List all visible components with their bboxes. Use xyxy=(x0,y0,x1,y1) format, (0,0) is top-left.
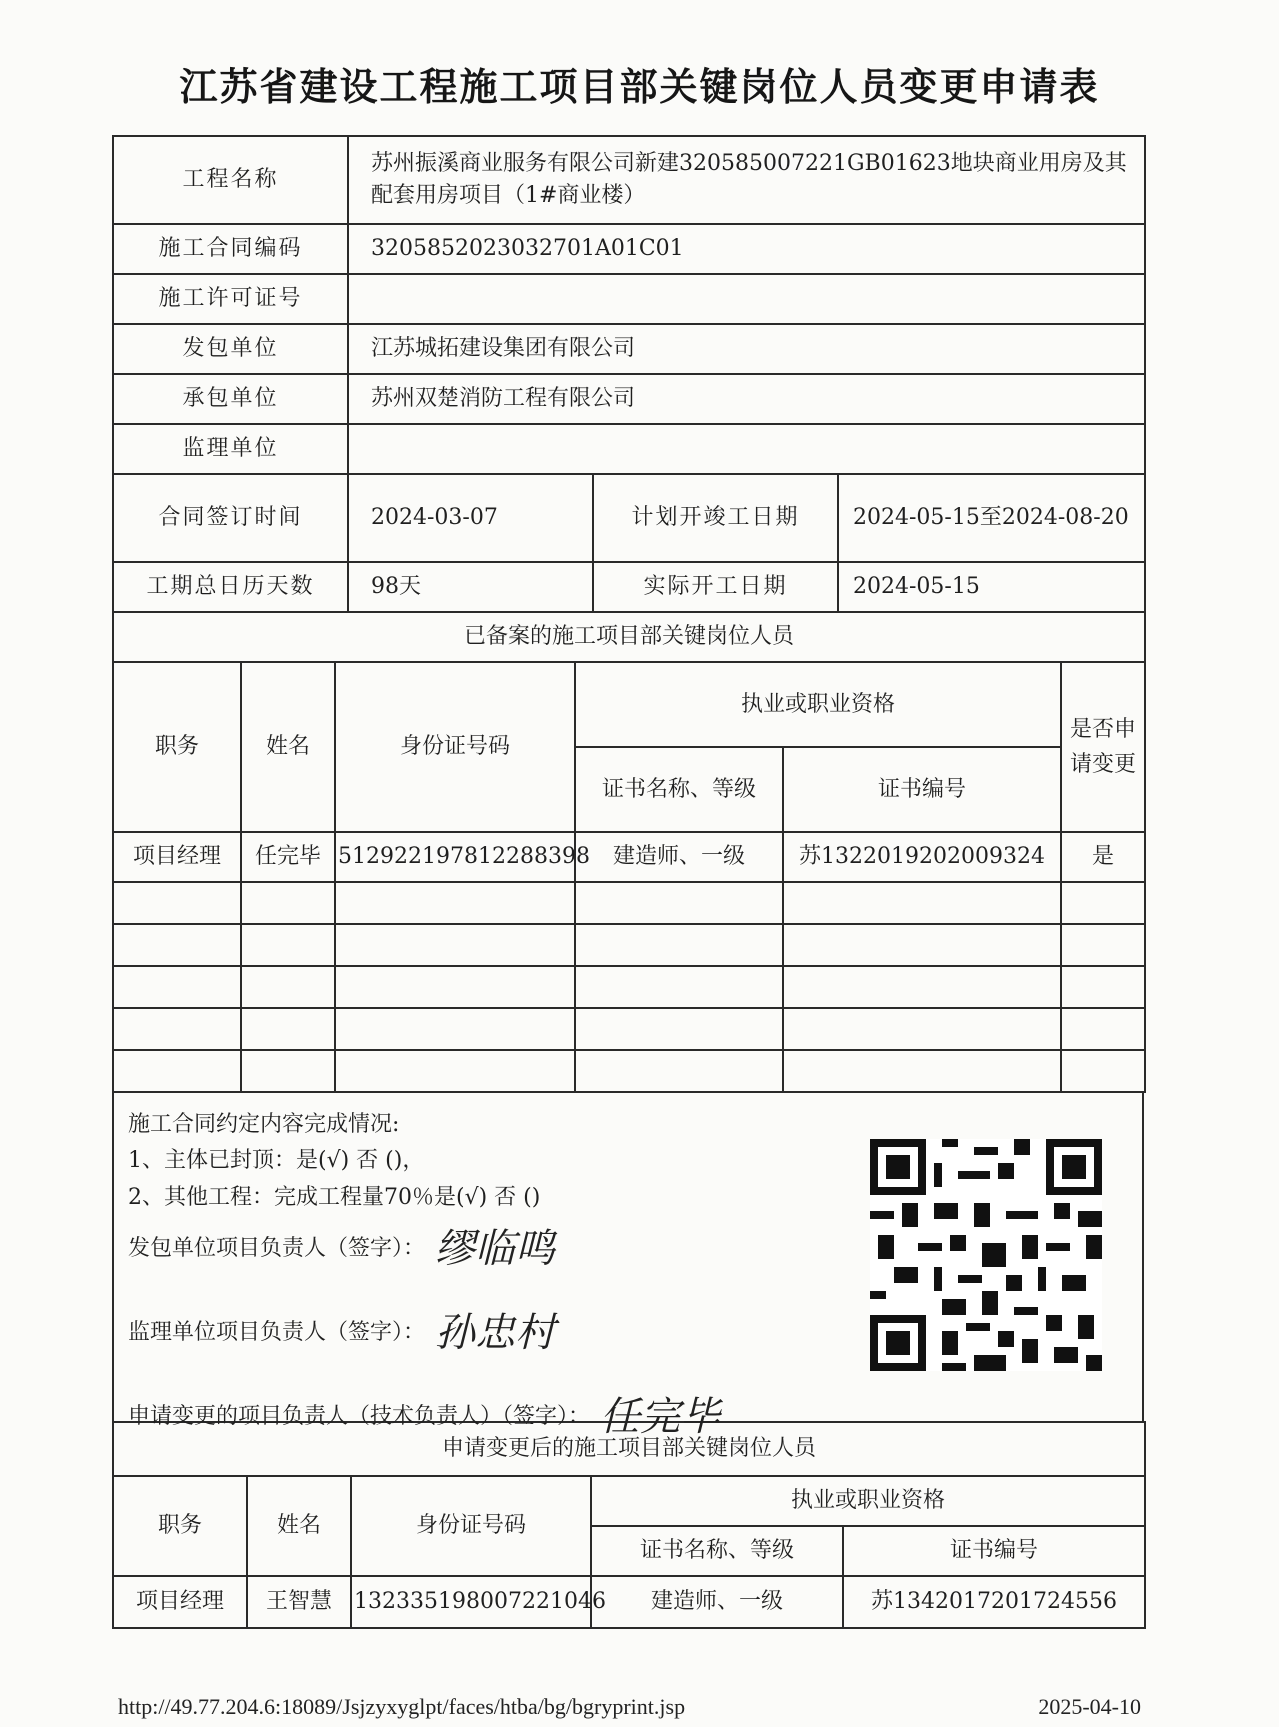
form-title: 江苏省建设工程施工项目部关键岗位人员变更申请表 xyxy=(179,64,1100,109)
client-sign-label: 发包单位项目负责人（签字）： xyxy=(128,1235,426,1261)
plan-dates-label: 计划开竣工日期 xyxy=(593,474,838,562)
col-qualification: 执业或职业资格 xyxy=(575,662,1061,747)
completion-notes xyxy=(112,1093,1144,1440)
sign-date-label: 合同签订时间 xyxy=(113,474,348,562)
footer-url: http://49.77.204.6:18089/Jsjzyxyglpt/faces/htba/bg/bgryprint.jsp xyxy=(118,1694,686,1719)
applicant-sign-label: 申请变更的项目负责人（技术负责人）（签字）： xyxy=(128,1403,591,1429)
notes-heading: 施工合同约定内容完成情况: xyxy=(128,1112,400,1137)
project-info-table xyxy=(112,135,1146,613)
plan-dates-value: 2024-05-15至2024-08-20 xyxy=(838,474,1145,562)
empty-row xyxy=(113,1050,1145,1092)
row-position: 项目经理 xyxy=(113,832,241,882)
registered-section-title: 已备案的施工项目部关键岗位人员 xyxy=(113,612,1145,662)
col-cert-no: 证书编号 xyxy=(783,747,1061,832)
contract-no-value: 3205852023032701A01C01 xyxy=(348,224,1145,274)
client-value: 江苏城拓建设集团有限公司 xyxy=(348,324,1145,374)
col-cert-name: 证书名称、等级 xyxy=(575,747,783,832)
row-id: 512922197812288398 xyxy=(335,832,575,882)
after-col-name: 姓名 xyxy=(247,1476,351,1576)
empty-row xyxy=(113,1008,1145,1050)
supervisor-sign-label: 监理单位项目负责人（签字）： xyxy=(128,1319,426,1345)
after-row-cert-name: 建造师、一级 xyxy=(591,1576,843,1628)
row-name: 任完毕 xyxy=(241,832,335,882)
registered-personnel-table xyxy=(112,611,1146,1093)
actual-start-label: 实际开工日期 xyxy=(593,562,838,612)
permit-value xyxy=(348,274,1145,324)
client-signature: 缪临鸣 xyxy=(435,1225,556,1272)
days-label: 工期总日历天数 xyxy=(113,562,348,612)
supervisor-value xyxy=(348,424,1145,474)
supervisor-label: 监理单位 xyxy=(113,424,348,474)
col-id: 身份证号码 xyxy=(335,662,575,832)
row-cert-no: 苏1322019202009324 xyxy=(783,832,1061,882)
project-name-label: 工程名称 xyxy=(113,136,348,224)
after-row-id: 132335198007221046 xyxy=(351,1576,591,1628)
empty-row xyxy=(113,882,1145,924)
notes-item-2: 2、其他工程：完成工程量70％是(√) 否 () xyxy=(128,1184,541,1210)
contract-no-label: 施工合同编码 xyxy=(113,224,348,274)
empty-row xyxy=(113,924,1145,966)
client-label: 发包单位 xyxy=(113,324,348,374)
project-name-value: 苏州振溪商业服务有限公司新建320585007221GB01623地块商业用房及其配套用房项目（1#商业楼） xyxy=(348,136,1145,224)
changed-personnel-table xyxy=(112,1421,1146,1629)
qr-code-icon xyxy=(870,1139,1102,1371)
col-position: 职务 xyxy=(113,662,241,832)
notes-item-1: 1、主体已封顶：是(√) 否 ()， xyxy=(128,1148,425,1174)
table-row xyxy=(113,1576,1145,1628)
after-col-cert-name: 证书名称、等级 xyxy=(591,1526,843,1576)
after-col-cert-no: 证书编号 xyxy=(843,1526,1145,1576)
after-row-cert-no: 苏1342017201724556 xyxy=(843,1576,1145,1628)
after-section-title: 申请变更后的施工项目部关键岗位人员 xyxy=(113,1422,1145,1476)
empty-row xyxy=(113,966,1145,1008)
supervisor-signature: 孙忠村 xyxy=(435,1309,556,1356)
after-col-qualification: 执业或职业资格 xyxy=(591,1476,1145,1526)
footer-date: 2025-04-10 xyxy=(1038,1694,1141,1719)
after-col-position: 职务 xyxy=(113,1476,247,1576)
table-row xyxy=(113,832,1145,882)
row-cert-name: 建造师、一级 xyxy=(575,832,783,882)
contractor-label: 承包单位 xyxy=(113,374,348,424)
after-col-id: 身份证号码 xyxy=(351,1476,591,1576)
col-name: 姓名 xyxy=(241,662,335,832)
row-change: 是 xyxy=(1061,832,1145,882)
after-row-name: 王智慧 xyxy=(247,1576,351,1628)
applicant-signature: 任完毕 xyxy=(600,1393,721,1440)
col-change: 是否申请变更 xyxy=(1061,662,1145,832)
applicant-sign-line xyxy=(128,1384,1128,1450)
after-row-position: 项目经理 xyxy=(113,1576,247,1628)
days-value: 98天 xyxy=(348,562,593,612)
permit-label: 施工许可证号 xyxy=(113,274,348,324)
actual-start-value: 2024-05-15 xyxy=(838,562,1145,612)
form-sheet xyxy=(112,135,1144,1629)
sign-date-value: 2024-03-07 xyxy=(348,474,593,562)
contractor-value: 苏州双楚消防工程有限公司 xyxy=(348,374,1145,424)
